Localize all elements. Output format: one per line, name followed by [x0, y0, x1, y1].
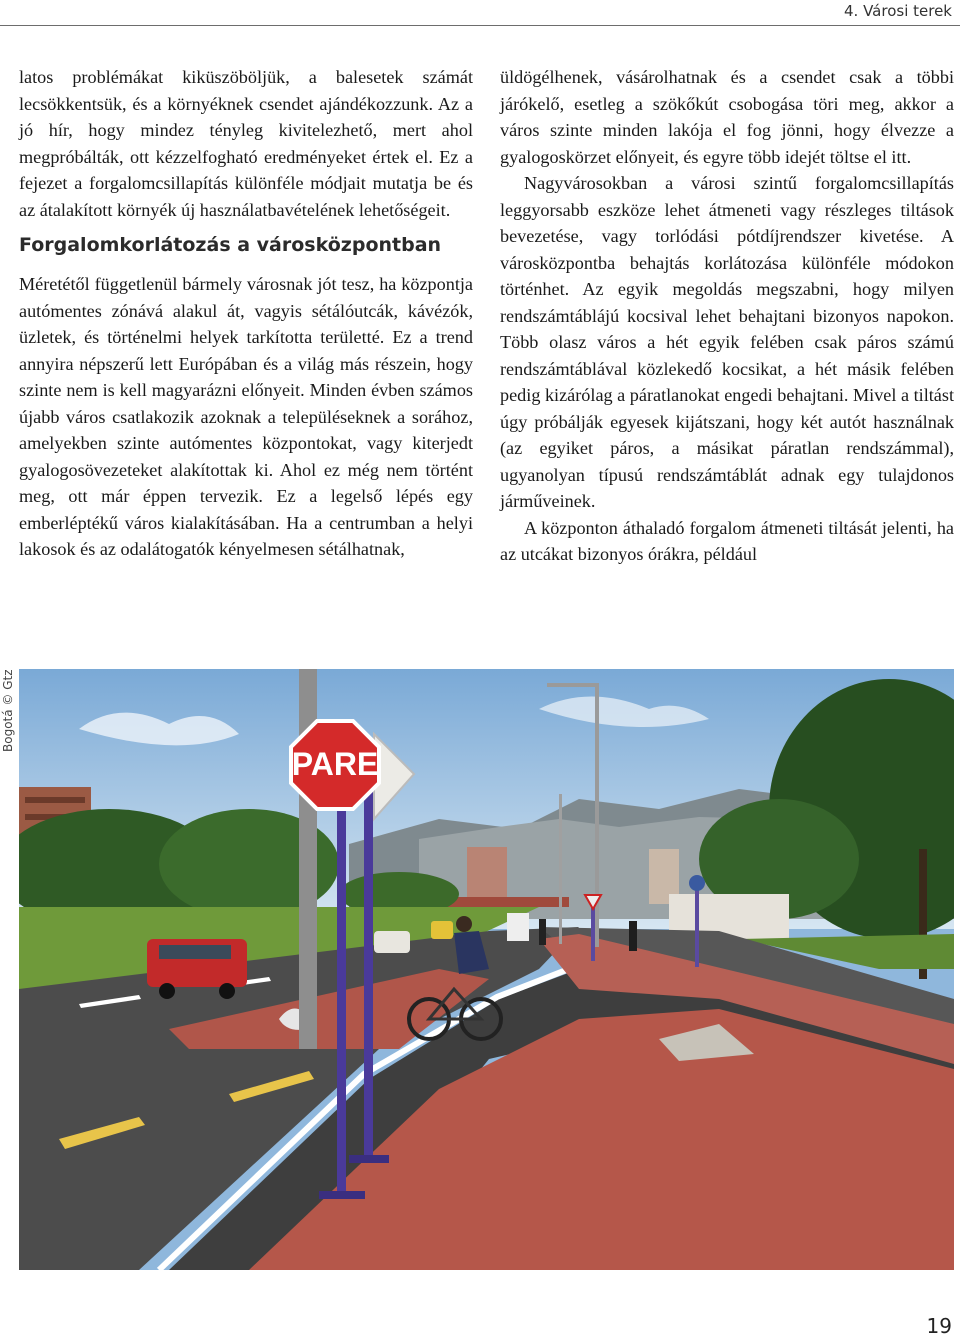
right-paragraph-2: Nagyvárosokban a városi szintű forgalomcsillapítás leggyorsabb eszköze lehet átmeneti vagy részleges tiltások bevezetése, vagy torlódási pótdíjrendszer kivetése. A városközpontba behajtás korlátozása különféle módokon történhet. Az egyik megoldás megszabni, hogy milyen rendszámtáblájú kocsival lehet behajtani bizonyos napokon. Több olasz város a hét egyik felében csak páros számú rendszámtáblával közlekedő kocsikat, a hét másik felében pedig kizárólag a páratlanokat engedi behajtani. Mivel a tiltást úgy próbálják egyesek kijátszani, hogy két autót használnak (az egyiket páros, a másikat páratlan rendszámmal), ugyanolyan típusú rendszámtáblát adnak egy tulajdonos járműveinek.: [500, 173, 955, 511]
right-paragraph-1: üldögélhenek, vásárolhatnak és a csendet csak a többi járókelő, esetleg a szökőkút csobogása töri meg, akkor a város szinte minden lakója el fog jönni, hogy élvezze a gyalogoskörzet előnyeit, és egyre több idejét töltse el itt.: [500, 67, 954, 167]
left-paragraph-1: latos problémákat kiküszöböljük, a balesetek számát lecsökkentsük, és a környéknek csendet ajándékozzunk. Az a jó hír, hogy mindez tényleg kivitelezhető, mert ahol megpróbálták, ott kézzelfogható eredményeket értek el. Ez a fejezet a forgalomcsillapítás különféle módjait mutatja be és az átalakított környék új használatbavételének lehetőségeit.: [19, 67, 473, 220]
photo-credit-text: Bogotá © Gtz: [1, 669, 15, 752]
street-photo: [19, 669, 954, 1270]
bus: [507, 913, 529, 941]
page-number: 19: [926, 1314, 952, 1338]
header-rule: [0, 25, 960, 26]
car-white: [374, 931, 410, 953]
sign-post-base: [349, 1155, 389, 1163]
sign-post-right: [695, 887, 699, 967]
stop-sign-text: PARE: [291, 746, 379, 782]
chapter-title: 4. Városi terek: [844, 2, 952, 20]
pedestrian: [629, 921, 637, 951]
sign-post: [337, 799, 346, 1199]
left-column: [19, 64, 473, 563]
street-photo-illustration: [19, 669, 954, 1270]
street-lamp-pole: [595, 687, 599, 947]
pedestrian: [539, 919, 546, 945]
right-paragraph-3: A központon áthaladó forgalom átmeneti tiltását jelenti, ha az utcákat bizonyos órákra, például: [500, 517, 954, 564]
sign-post-base: [319, 1191, 365, 1199]
car-wheel: [219, 983, 235, 999]
car-wheel: [159, 983, 175, 999]
cyclist-head: [456, 916, 472, 932]
photo-credit: [0, 669, 18, 755]
sign-right: [689, 875, 705, 891]
building-windows: [25, 797, 85, 803]
car-yellow: [431, 921, 453, 939]
section-heading: Forgalomkorlátozás a városközpontban: [19, 234, 442, 256]
left-paragraph-2: Méretétől függetlenül bármely városnak jót tesz, ha központja autómentes zónává alakul át, vagyis sétálóutcák, kávézók, üzletek, és történelmi helyek tarkította területté. Ez a trend annyira népszerű lett Európában és a világ más részein, hogy szinte nem is kell magyarázni előnyeit. Minden évben számos újabb város csatlakozik azoknak a településeknek a sorához, amelyekben szinte autómentes központokat, vagy kiterjedt gyalogosövezeteket alakítottak ki. Ahol ez még nem történt meg, ott már éppen tervezik. Ez a legelső lépés egy emberléptékű város kialakításában. Ha a centrumban a helyi lakosok és az odalátogatók kényelmesen sétálhatnak,: [19, 274, 473, 559]
street-lamp-pole: [559, 794, 562, 944]
car-window: [159, 945, 231, 959]
running-head: [0, 0, 960, 26]
street-lamp-arm: [547, 683, 599, 687]
sign-post: [364, 779, 373, 1159]
right-column: [500, 64, 954, 568]
